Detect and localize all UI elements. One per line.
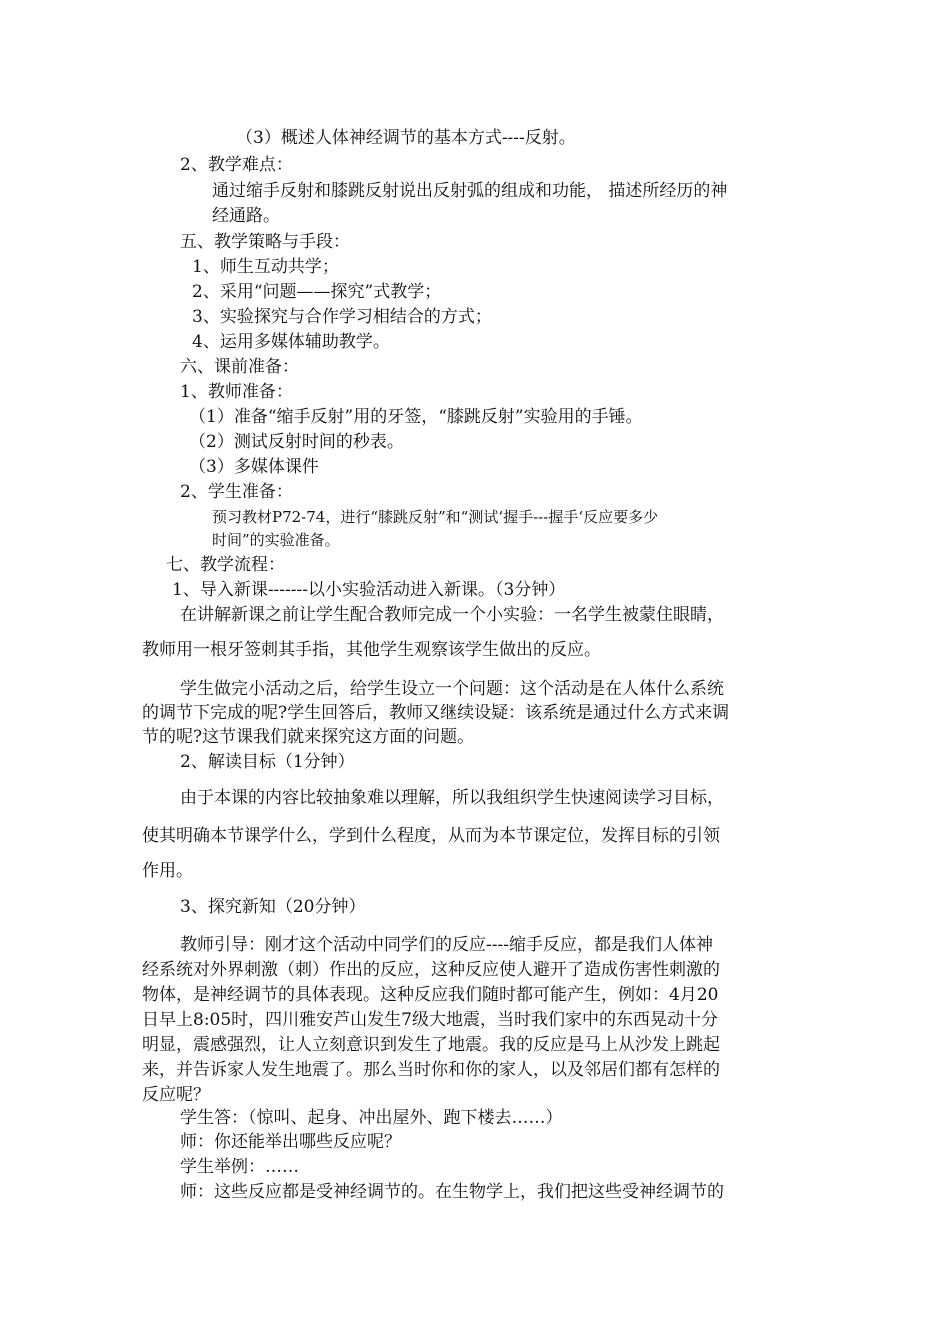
text-line: 时间”的实验准备。 bbox=[212, 531, 340, 549]
section-heading: 1、教师准备： bbox=[180, 382, 293, 402]
list-item: 3、实验探究与合作学习相结合的方式； bbox=[192, 307, 492, 327]
section-heading: 1、导入新课-------以小实验活动进入新课。（3分钟） bbox=[172, 580, 566, 600]
paragraph-line: 师：这些反应都是受神经调节的。在生物学上，我们把这些受神经调节的 bbox=[180, 1182, 724, 1202]
text-line: 通过缩手反射和膝跳反射说出反射弧的组成和功能， 描述所经历的神 bbox=[212, 181, 728, 201]
paragraph-line: 反应呢？ bbox=[142, 1085, 210, 1105]
section-heading: 六、课前准备： bbox=[180, 357, 299, 377]
paragraph-line: 学生举例：…… bbox=[180, 1157, 299, 1177]
section-heading: 2、学生准备： bbox=[180, 482, 293, 502]
paragraph-line: 由于本课的内容比较抽象难以理解，所以我组织学生快速阅读学习目标， bbox=[180, 788, 724, 808]
list-item: 1、师生互动共学； bbox=[192, 257, 339, 277]
section-heading: 3、探究新知（20分钟） bbox=[180, 897, 366, 917]
paragraph-line: 学生做完小活动之后，给学生设立一个问题：这个活动是在人体什么系统 bbox=[180, 679, 724, 699]
paragraph-line: 日早上8:05时，四川雅安芦山发生7级大地震，当时我们家中的东西晃动十分 bbox=[142, 1010, 718, 1030]
paragraph-line: 教师引导：刚才这个活动中同学们的反应----缩手反应，都是我们人体神 bbox=[180, 935, 713, 955]
text-line: 预习教材P72-74，进行“膝跳反射”和“测试‘握手---握手‘反应要多少 bbox=[212, 508, 659, 526]
text-line: 经通路。 bbox=[212, 206, 280, 226]
section-heading: 2、教学难点： bbox=[180, 155, 293, 175]
paragraph-line: 教师用一根牙签刺其手指，其他学生观察该学生做出的反应。 bbox=[142, 640, 601, 660]
paragraph-line: 在讲解新课之前让学生配合教师完成一个小实验：一名学生被蒙住眼睛， bbox=[180, 605, 724, 625]
paragraph-line: 来，并告诉家人发生地震了。那么当时你和你的家人，以及邻居们都有怎样的 bbox=[142, 1060, 720, 1080]
paragraph-line: 节的呢?这节课我们就来探究这方面的问题。 bbox=[142, 727, 475, 747]
list-item: （3）多媒体课件 bbox=[189, 457, 319, 477]
list-item: （2）测试反射时间的秒表。 bbox=[189, 432, 404, 452]
paragraph-line: 师：你还能举出哪些反应呢？ bbox=[180, 1132, 401, 1152]
list-item: （1）准备“缩手反射”用的牙签，“膝跳反射”实验用的手锤。 bbox=[189, 407, 643, 427]
list-item: 4、运用多媒体辅助教学。 bbox=[192, 332, 390, 352]
paragraph-line: 明显，震感强烈，让人立刻意识到发生了地震。我的反应是马上从沙发上跳起 bbox=[142, 1035, 720, 1055]
section-heading: 2、解读目标（1分钟） bbox=[180, 752, 355, 772]
paragraph-line: 的调节下完成的呢?学生回答后，教师又继续设疑：该系统是通过什么方式来调 bbox=[142, 703, 730, 723]
section-heading: 七、教学流程： bbox=[166, 555, 285, 575]
paragraph-line: 经系统对外界刺激（刺）作出的反应，这种反应使人避开了造成伤害性刺激的 bbox=[142, 960, 720, 980]
paragraph-line: 作用。 bbox=[142, 861, 193, 881]
text-line: （3）概述人体神经调节的基本方式----反射。 bbox=[236, 128, 576, 148]
paragraph-line: 物体，是神经调节的具体表现。这种反应我们随时都可能产生，例如：4月20 bbox=[142, 985, 719, 1005]
section-heading: 五、教学策略与手段： bbox=[180, 232, 350, 252]
paragraph-line: 学生答：（惊叫、起身、冲出屋外、跑下楼去……） bbox=[180, 1108, 563, 1128]
list-item: 2、采用“问题——探究”式教学； bbox=[192, 282, 442, 302]
paragraph-line: 使其明确本节课学什么，学到什么程度，从而为本节课定位，发挥目标的引领 bbox=[142, 826, 720, 846]
